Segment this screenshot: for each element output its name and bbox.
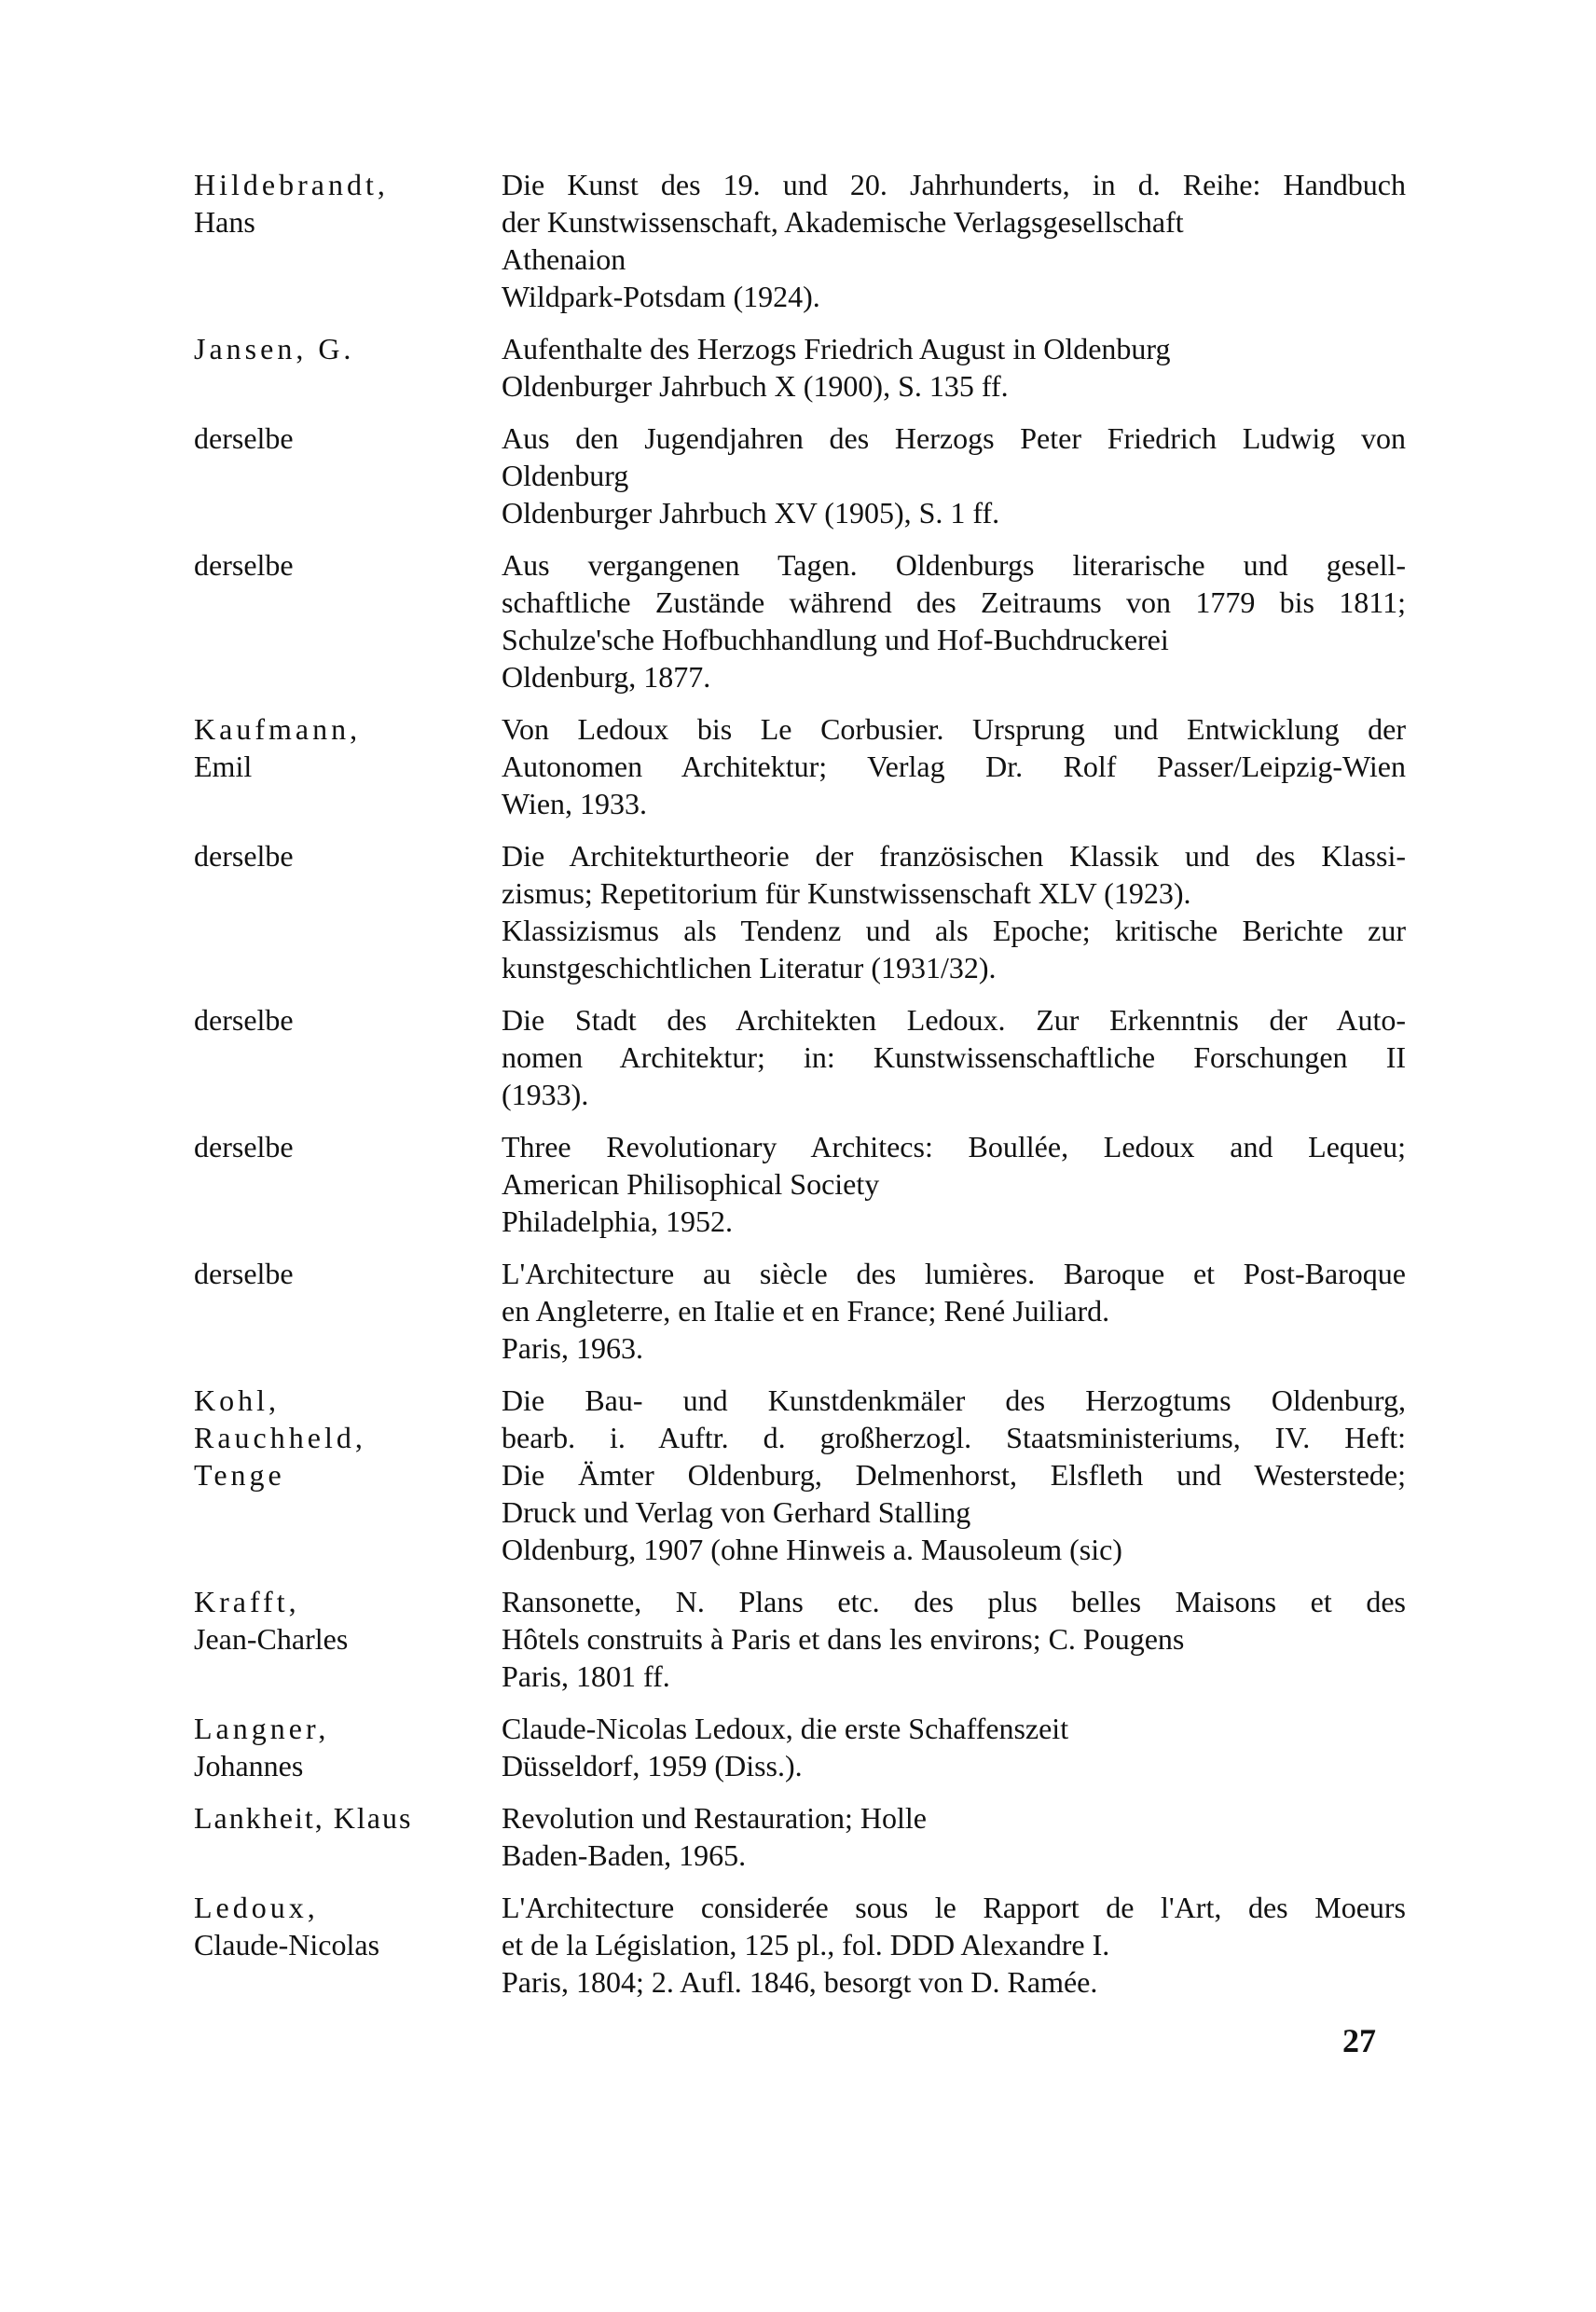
entry-author (194, 166, 502, 241)
work-line: Baden-Baden, 1965. (502, 1838, 747, 1872)
author-line: Kohl, (194, 1383, 280, 1417)
entry-work (502, 1255, 1406, 1367)
work-line: Die Stadt des Architekten Ledoux. Zur Erkenntnis der Auto- (502, 1003, 1406, 1037)
author-line: Krafft, (194, 1585, 300, 1618)
work-line: Aus vergangenen Tagen. Oldenburgs literarische und gesell- (502, 548, 1406, 582)
work-line: kunstgeschichtlichen Literatur (1931/32). (502, 951, 997, 984)
work-line: Hôtels construits à Paris et dans les environs; C. Pougens (502, 1622, 1185, 1656)
bibliography-entry (194, 166, 1406, 315)
entry-author (194, 1710, 502, 1784)
work-line: en Angleterre, en Italie et en France; René Juiliard. (502, 1294, 1110, 1328)
work-line: bearb. i. Auftr. d. großherzogl. Staatsministeriums, IV. Heft: (502, 1421, 1406, 1454)
entry-work (502, 330, 1406, 405)
entry-work (502, 420, 1406, 531)
author-line: Tenge (194, 1458, 285, 1492)
author-line: derselbe (194, 1257, 294, 1290)
entry-work (502, 546, 1406, 695)
bibliography-entry (194, 1255, 1406, 1367)
bibliography-list (194, 166, 1406, 2001)
author-line: derselbe (194, 839, 294, 873)
author-line: derselbe (194, 548, 294, 582)
work-line: Oldenburg, 1877. (502, 660, 711, 694)
author-line: Emil (194, 750, 253, 783)
work-line: schaftliche Zustände während des Zeitraums von 1779 bis 1811; (502, 585, 1406, 619)
entry-work (502, 710, 1406, 822)
work-line: L'Architecture au siècle des lumières. Baroque et Post-Baroque (502, 1257, 1406, 1290)
work-line: Oldenburg (502, 459, 629, 492)
work-line: (1933). (502, 1078, 589, 1111)
entry-work (502, 1128, 1406, 1240)
work-line: et de la Législation, 125 pl., fol. DDD Alexandre I. (502, 1928, 1110, 1961)
entry-author (194, 1889, 502, 1963)
bibliography-entry (194, 1889, 1406, 2001)
entry-work (502, 1382, 1406, 1568)
bibliography-entry (194, 330, 1406, 405)
work-line: Paris, 1801 ff. (502, 1659, 670, 1693)
work-line: Three Revolutionary Architecs: Boullée, Ledoux and Lequeu; (502, 1130, 1406, 1163)
work-line: Claude-Nicolas Ledoux, die erste Schaffenszeit (502, 1712, 1069, 1745)
work-line: Oldenburger Jahrbuch XV (1905), S. 1 ff. (502, 496, 1000, 530)
entry-author (194, 1382, 502, 1493)
author-line: Hans (194, 205, 255, 239)
bibliography-entry (194, 1001, 1406, 1113)
entry-author (194, 710, 502, 785)
author-line: Ledoux, (194, 1891, 319, 1924)
work-line: Ransonette, N. Plans etc. des plus belles Maisons et des (502, 1585, 1406, 1618)
work-line: Von Ledoux bis Le Corbusier. Ursprung und Entwicklung der (502, 712, 1406, 746)
work-line: der Kunstwissenschaft, Akademische Verlagsgesellschaft (502, 205, 1184, 239)
entry-author (194, 1001, 502, 1039)
bibliography-entry (194, 1583, 1406, 1695)
author-line: Claude-Nicolas (194, 1928, 380, 1961)
work-line: Schulze'sche Hofbuchhandlung und Hof-Buchdruckerei (502, 623, 1169, 656)
work-line: Düsseldorf, 1959 (Diss.). (502, 1749, 803, 1782)
bibliography-entry (194, 420, 1406, 531)
bibliography-entry (194, 710, 1406, 822)
bibliography-entry (194, 546, 1406, 695)
work-line: Oldenburger Jahrbuch X (1900), S. 135 ff. (502, 369, 1009, 403)
page-number: 27 (1342, 2022, 1376, 2059)
entry-work (502, 1001, 1406, 1113)
work-line: Philadelphia, 1952. (502, 1204, 733, 1238)
entry-author (194, 420, 502, 457)
entry-author (194, 1128, 502, 1165)
work-line: Autonomen Architektur; Verlag Dr. Rolf Passer/Leipzig-Wien (502, 750, 1406, 783)
author-line: Kaufmann, (194, 712, 362, 746)
bibliography-entry (194, 1382, 1406, 1568)
work-line: Revolution und Restauration; Holle (502, 1801, 927, 1835)
bibliography-entry (194, 1799, 1406, 1874)
bibliography-entry (194, 837, 1406, 986)
entry-author (194, 837, 502, 874)
author-line: Johannes (194, 1749, 304, 1782)
work-line: Wildpark-Potsdam (1924). (502, 280, 820, 313)
author-line: Hildebrandt, (194, 168, 389, 201)
work-line: Klassizismus als Tendenz und als Epoche; kritische Berichte zur (502, 914, 1406, 947)
entry-work (502, 1889, 1406, 2001)
author-line: Rauchheld, (194, 1421, 366, 1454)
work-line: Druck und Verlag von Gerhard Stalling (502, 1495, 971, 1529)
author-line: Langner, (194, 1712, 330, 1745)
entry-author (194, 1255, 502, 1292)
entry-work (502, 1799, 1406, 1874)
work-line: zismus; Repetitorium für Kunstwissenschaft XLV (1923). (502, 876, 1191, 910)
work-line: Die Kunst des 19. und 20. Jahrhunderts, in d. Reihe: Handbuch (502, 168, 1406, 201)
author-line: Jansen, G. (194, 332, 355, 365)
work-line: Aus den Jugendjahren des Herzogs Peter Friedrich Ludwig von (502, 421, 1406, 455)
work-line: Paris, 1804; 2. Aufl. 1846, besorgt von D. Ramée. (502, 1965, 1098, 1999)
author-line: derselbe (194, 1130, 294, 1163)
entry-author (194, 546, 502, 584)
bibliography-entry (194, 1128, 1406, 1240)
bibliography-entry (194, 1710, 1406, 1784)
author-line: Lankheit, Klaus (194, 1801, 413, 1835)
work-line: Die Architekturtheorie der französischen Klassik und des Klassi- (502, 839, 1406, 873)
author-line: Jean-Charles (194, 1622, 349, 1656)
work-line: L'Architecture considerée sous le Rapport de l'Art, des Moeurs (502, 1891, 1406, 1924)
work-line: Die Ämter Oldenburg, Delmenhorst, Elsfleth und Westerstede; (502, 1458, 1406, 1492)
work-line: Oldenburg, 1907 (ohne Hinweis a. Mausoleum (sic) (502, 1533, 1122, 1566)
work-line: Wien, 1933. (502, 787, 648, 820)
entry-author (194, 330, 502, 367)
work-line: American Philisophical Society (502, 1167, 880, 1201)
entry-work (502, 1710, 1406, 1784)
entry-author (194, 1583, 502, 1658)
entry-author (194, 1799, 502, 1837)
work-line: Paris, 1963. (502, 1331, 643, 1365)
entry-work (502, 837, 1406, 986)
entry-work (502, 166, 1406, 315)
work-line: nomen Architektur; in: Kunstwissenschaftliche Forschungen II (502, 1040, 1406, 1074)
author-line: derselbe (194, 421, 294, 455)
entry-work (502, 1583, 1406, 1695)
work-line: Die Bau- und Kunstdenkmäler des Herzogtums Oldenburg, (502, 1383, 1406, 1417)
work-line: Athenaion (502, 242, 626, 276)
work-line: Aufenthalte des Herzogs Friedrich August in Oldenburg (502, 332, 1171, 365)
author-line: derselbe (194, 1003, 294, 1037)
